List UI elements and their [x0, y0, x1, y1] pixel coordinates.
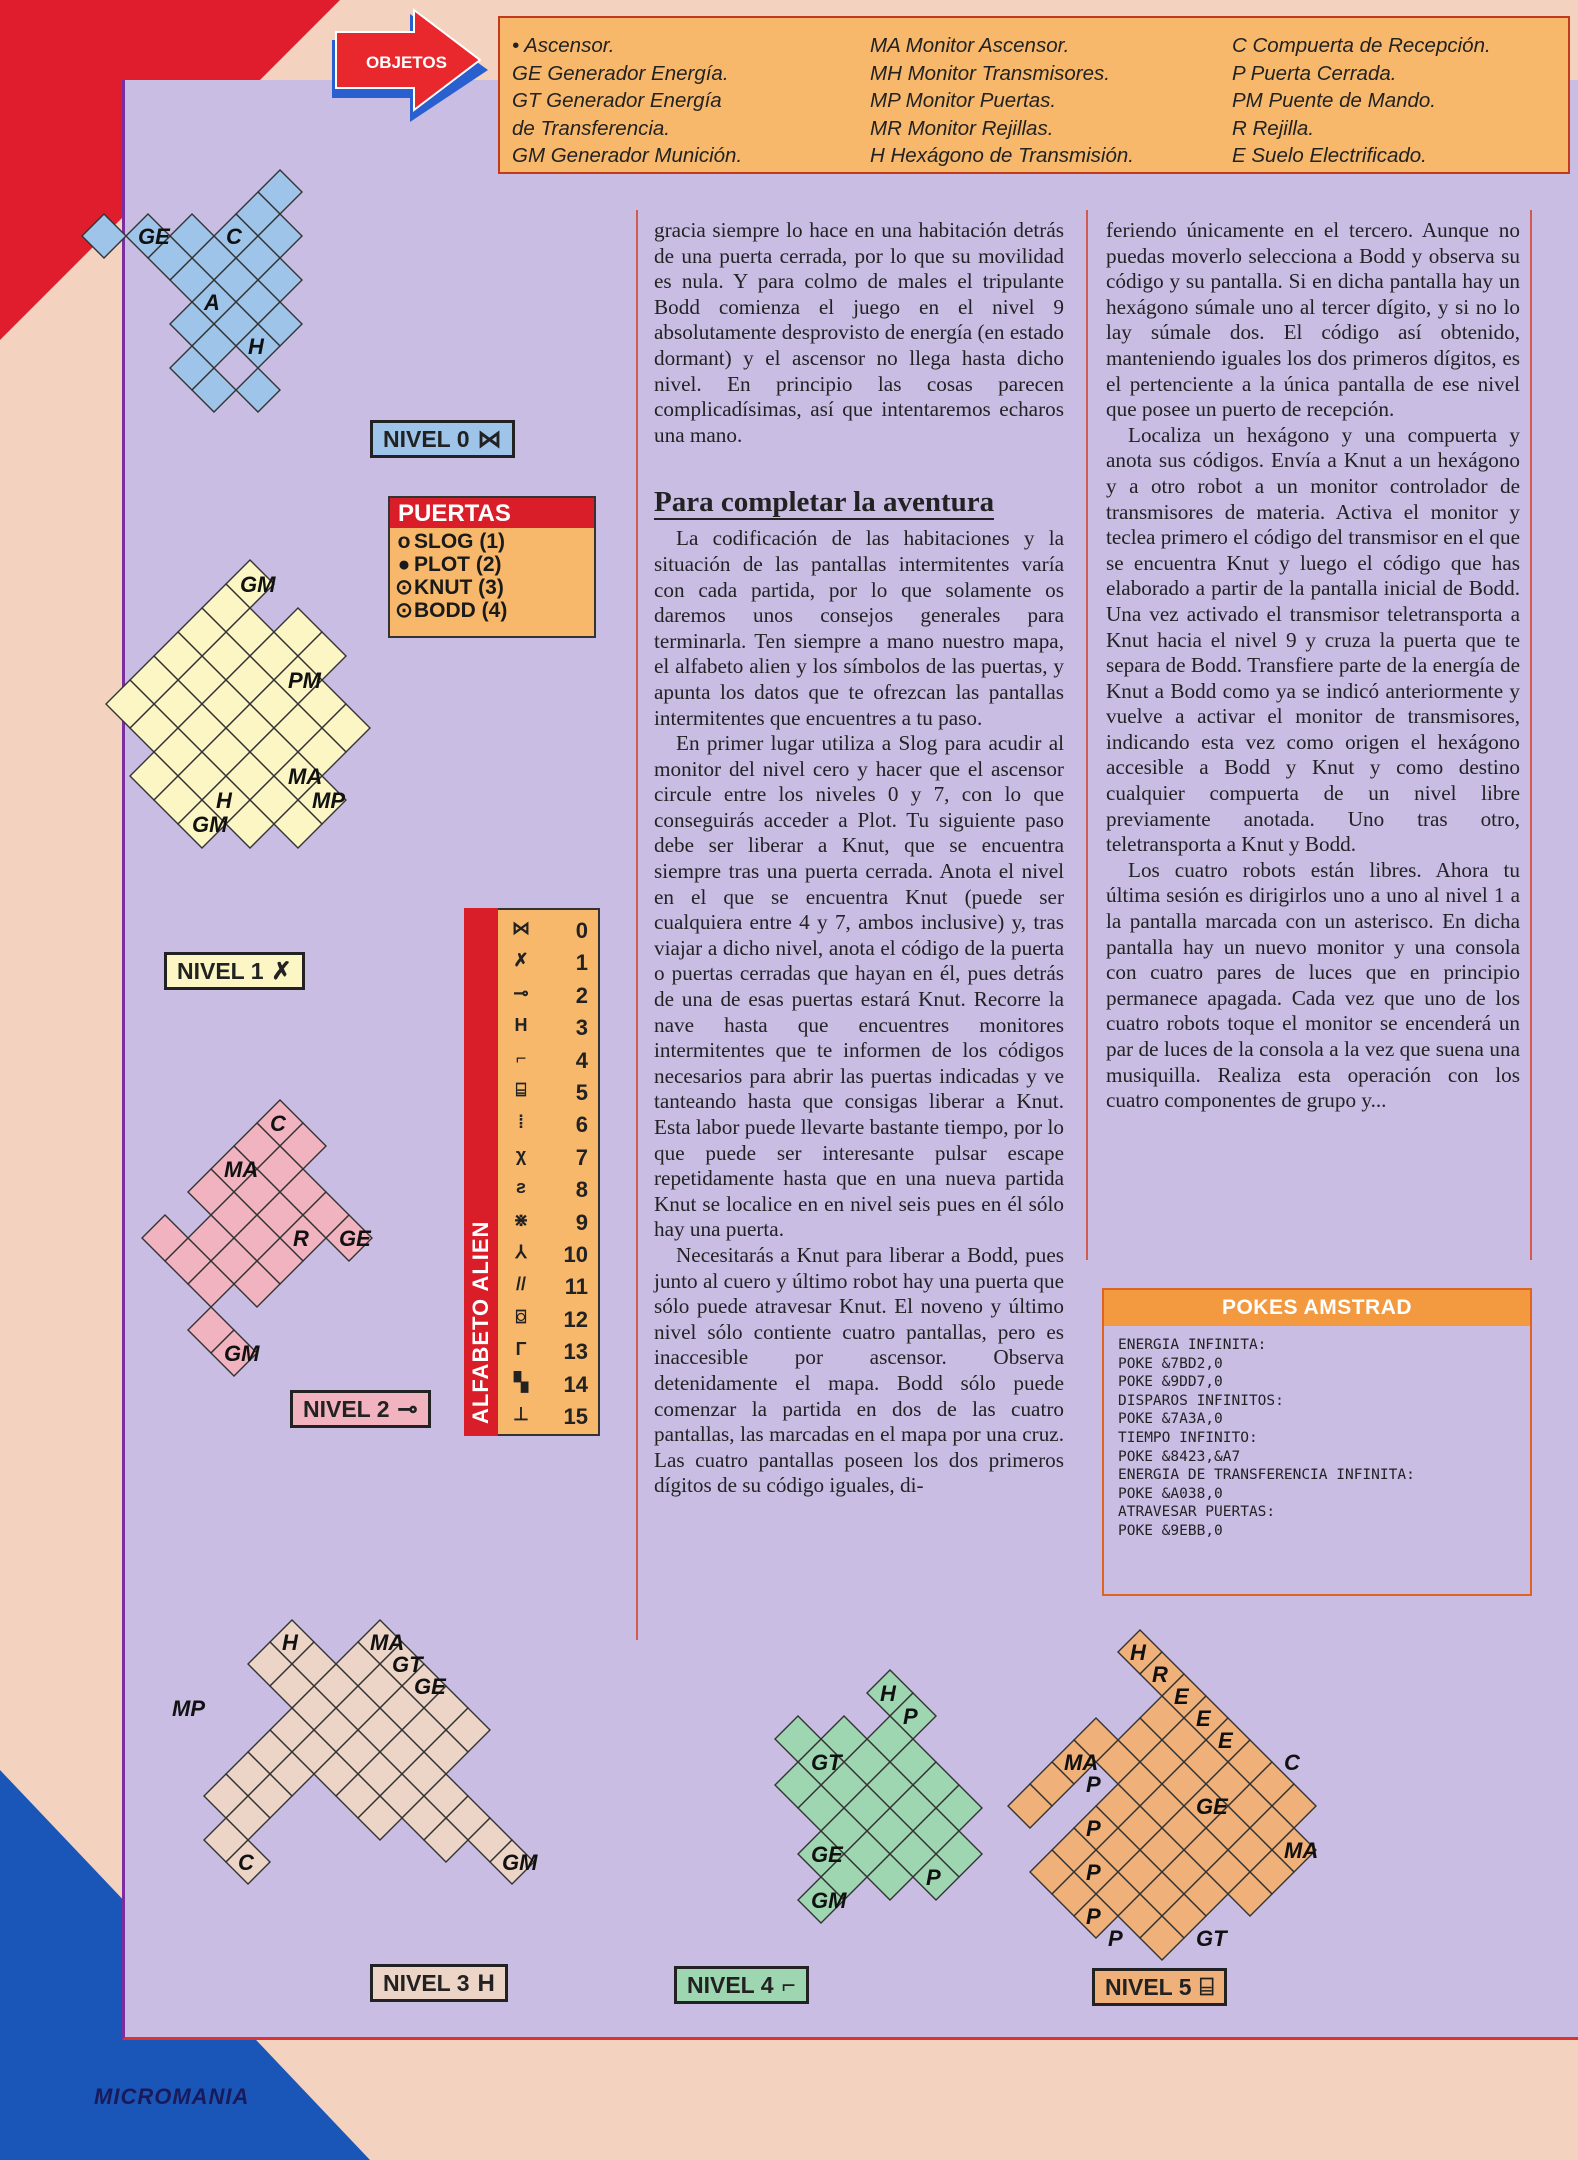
map-room-label: P: [1086, 1772, 1101, 1797]
alien-glyph-icon: Γ: [515, 1339, 527, 1360]
level-3-map: [130, 1600, 610, 1960]
alfabeto-row: [498, 1370, 598, 1402]
alien-glyph-icon: ⋈: [512, 918, 530, 938]
article-paragraph: En primer lugar utiliza a Slog para acudir al monitor del nivel cero y hacer que el ascensor circule entre los niveles 0 y 7, con lo que conseguirás acceder a Plot. Tu siguiente paso debe ser liberar a Knut, que se encuentra siempre tras una puerta cerrada. Anota el nivel en el que se encuentra Knut (puede ser cualquiera entre 4 y 7, ambos inclusive) y, tras viajar a dicho nivel, anota el código de la puerta o puertas cerradas que hayan en él, pues detrás de una de esas puertas estará Knut. Recorre la nave hasta que encuentres monitores intermitentes que te informen de los códigos necesarios para abrir las puertas indicadas y ve tanteando hasta que consigas liberar a Knut. Esta labor puede llevarte bastante tiempo, por lo que puede ser interesante pulsar escape repetidamente hasta que en una nueva partida Knut se localice en en nivel seis pues en él sólo hay una puerta.: [654, 731, 1064, 1242]
alien-glyph-icon: ⊸: [513, 982, 529, 1003]
pokes-title: POKES AMSTRAD: [1104, 1290, 1530, 1326]
alien-glyph-icon: ⋈: [477, 426, 502, 453]
article-column-2: [1106, 218, 1520, 1114]
map-room-label: C: [270, 1111, 286, 1136]
alien-glyph-value: 15: [563, 1404, 588, 1429]
alien-glyph-value: 10: [563, 1242, 588, 1267]
alfabeto-row: [498, 1175, 598, 1207]
map-room-label: MA: [1284, 1838, 1319, 1863]
map-room-label: P: [903, 1704, 918, 1729]
alien-glyph-value: 7: [575, 1144, 588, 1170]
article-column-1: [654, 218, 1064, 1499]
map-room-label: MA: [224, 1157, 259, 1182]
legend-col-3: C Compuerta de Recepción. P Puerta Cerrada. PM Puente de Mando. R Rejilla. E Suelo Electrificado.: [1232, 34, 1491, 167]
level-4-label: NIVEL 4 ⌐: [674, 1966, 809, 2004]
objetos-badge-label: OBJETOS: [366, 53, 447, 72]
map-room-label: MA: [1064, 1750, 1099, 1775]
level-0-map: [140, 130, 520, 450]
alien-glyph-icon: ▚: [514, 1371, 528, 1392]
column-rule-mid: [1086, 210, 1088, 1260]
map-room-label: A: [204, 290, 220, 315]
article-paragraph: Necesitarás a Knut para liberar a Bodd, pues junto al cuero y último robot hay una puerta que sólo puede atravesar Knut. El noveno y último nivel sólo contiente cuatro pantallas, pero es inaccesible por ascensor. Observa detenidamente el mapa. Bodd sólo puede comenzar la partida en dos de las cuatro pantallas, las marcadas en el mapa por una cruz. Las cuatro pantallas poseen los dos primeros dígitos de su código iguales, di-: [654, 1242, 1064, 1498]
map-room-label: GM: [502, 1850, 538, 1875]
map-room-label: P: [926, 1865, 941, 1890]
map-room-label: GE: [339, 1226, 371, 1251]
map-room-label: MA: [288, 764, 323, 789]
alien-glyph-icon: ⊥: [513, 1404, 529, 1424]
alfabeto-row: [498, 1402, 598, 1434]
puerta-item: o SLOG (1): [390, 530, 594, 553]
level-5-label: NIVEL 5 ⌸: [1092, 1968, 1227, 2006]
puertas-title: PUERTAS: [390, 498, 594, 528]
map-room-label: GE: [1196, 1794, 1228, 1819]
map-room-label: MA: [370, 1630, 405, 1655]
column-rule-right: [1530, 210, 1532, 1260]
map-room-label: GE: [811, 1842, 843, 1867]
column-rule-left: [636, 210, 638, 1640]
alien-glyph-icon: H: [514, 1015, 528, 1036]
alfabeto-row: [498, 1272, 598, 1304]
alien-glyph-value: 4: [575, 1047, 588, 1073]
alien-glyph-value: 6: [575, 1112, 588, 1138]
alfabeto-table: [498, 908, 600, 1436]
alfabeto-alien: [464, 908, 600, 1436]
article-heading: Para completar la aventura: [654, 486, 995, 519]
alien-glyph-value: 1: [575, 950, 588, 976]
level-3-label: NIVEL 3 H: [370, 1964, 508, 2002]
article-paragraph: Localiza un hexágono y una compuerta y anota sus códigos. Envía a Knut a un hexágono y a otro robot a un monitor controlador de transmisores de materia. Activa el monitor y teclea primero el código del transmisor en el que se encuentra Knut y luego el código que has elaborado a partir de la pantalla inicial de Bodd. Una vez activado el transmisor teletransporta a Knut hacia el nivel 9 y cruza la puerta que te separa de Bodd. Transfiere parte de la energía de Knut a Bodd como ya se indicó anteriormente y vuelve a activar el monitor de transmisores, indicando esta vez como origen el hexágono accesible a Bodd y Knut y como destino cualquier compuerta de un nivel libre previamente anotada. Uno tras otro, teletransporta a Knut y Bodd.: [1106, 422, 1520, 857]
map-room-label: P: [1108, 1926, 1123, 1951]
legend-col-1: • Ascensor. GE Generador Energía. GT Generador Energía de Transferencia. GM Generador Munición.: [512, 34, 743, 167]
article-paragraph: La codificación de las habitaciones y la situación de las pantallas intermitentes varía con cada partida, por lo que solamente os daremos unos consejos generales para terminarla. Ten siempre a mano nuestro mapa, el alfabeto alien y los símbolos de las puertas, y apunta los datos que te ofrezcan las pantallas intermitentes que encuentres a tu paso.: [654, 526, 1064, 730]
alien-glyph-icon: ⋇: [513, 1209, 529, 1230]
alien-glyph-value: 0: [575, 918, 588, 943]
alien-glyph-value: 9: [575, 1209, 588, 1235]
alfabeto-row: [498, 981, 598, 1013]
pokes-listing: ENERGIA INFINITA: POKE &7BD2,0 POKE &9DD7,0 DISPAROS INFINITOS: POKE &7A3A,0 TIEMPO INFINITO: POKE &8423,&A7 ENERGIA DE TRANSFERENCIA INFINITA: POKE &A038,0 ATRAVESAR PUERTAS: POKE &9EBB,0: [1118, 1337, 1415, 1539]
alien-glyph-icon: ✗: [271, 958, 292, 985]
level-1-map: [140, 520, 480, 960]
alfabeto-row: [498, 1208, 598, 1240]
door-symbol-icon: ⊙: [395, 576, 413, 599]
map-room-label: GT: [1196, 1926, 1227, 1951]
door-symbol-icon: o: [397, 530, 411, 553]
article-intro: gracia siempre lo hace en una habitación detrás de una puerta cerrada, por lo que su movilidad es nula. Y para colmo de males el tripulante Bodd comienza el juego en el nivel 9 absolutamente desprovisto de energía (en estado dormant) y el ascensor no llega hasta dicho nivel. En principio las cosas parecen complicadísimas, así que intentaremos echaros una mano.: [654, 218, 1064, 447]
map-room-label: H: [248, 334, 264, 359]
alien-glyph-value: 13: [563, 1339, 588, 1365]
level-2-label: NIVEL 2 ⊸: [290, 1390, 431, 1428]
map-room-label: GT: [392, 1652, 423, 1677]
alien-glyph-icon: ⊸: [397, 1396, 418, 1423]
puerta-item: ⊙ BODD (4): [395, 599, 508, 622]
pokes-box: [1102, 1288, 1532, 1596]
alien-glyph-icon: ⌸: [1199, 1974, 1214, 2001]
map-room-label: GM: [192, 812, 228, 837]
map-room-label: GM: [224, 1341, 260, 1366]
article-paragraph: feriendo únicamente en el tercero. Aunque no puedas moverlo selecciona a Bodd y observa su código y su pantalla. Si en dicha pantalla hay un hexágono súmale uno al tercer dígito, y si no lo lay súmale dos. El código así obtenido, manteniendo iguales los dos primeros dígitos, es el pertenciente a la única pantalla de ese nivel que posee un puerto de recepción.: [1106, 218, 1520, 422]
puerta-item: ⊙ KNUT (3): [395, 576, 504, 599]
door-symbol-icon: ⊙: [395, 599, 413, 622]
alien-glyph-icon: H: [477, 1970, 495, 1997]
alfabeto-title: ALFABETO ALIEN: [468, 1220, 493, 1424]
magazine-footer: MICROMANIA: [94, 2084, 250, 2109]
map-room-label: H: [216, 788, 232, 813]
article-paragraph: Los cuatro robots están libres. Ahora tu última sesión es dirigirlos uno a uno al nivel 1 a la pantalla marcada con un asterisco. En dicha pantalla hay un nuevo monitor y una consola con cuatro pares de luces que en principio permanece apagada. Cada vez que uno de los cuatro robots toque el monitor se encenderá un par de luces de la consola a la vez que suena una musiquilla. Realiza esta operación con los cuatro componentes de grupo y...: [1106, 857, 1520, 1113]
map-room-label: MP: [172, 1696, 205, 1721]
map-room-label: E: [1174, 1684, 1189, 1709]
alfabeto-row: [498, 1337, 598, 1369]
alien-glyph-value: 3: [575, 1015, 588, 1041]
alien-glyph-icon: ƨ: [515, 1177, 526, 1198]
alfabeto-row: [498, 1110, 598, 1142]
alien-glyph-icon: ⌐: [781, 1972, 796, 1999]
objetos-badge: [330, 10, 490, 120]
alfabeto-row: [498, 1013, 598, 1045]
level-1-label: NIVEL 1 ✗: [164, 952, 305, 990]
level-0-label: NIVEL 0 ⋈: [370, 420, 515, 458]
puerta-item: ● PLOT (2): [390, 553, 594, 576]
map-room-label: GM: [811, 1888, 847, 1913]
map-room-label: GM: [240, 572, 276, 597]
map-room-label: PM: [288, 668, 321, 693]
map-room: [236, 368, 280, 412]
map-room-label: H: [1130, 1640, 1146, 1665]
map-room-label: GE: [414, 1674, 446, 1699]
map-room-label: C: [1284, 1750, 1300, 1775]
alien-glyph-icon: ⌼: [515, 1306, 527, 1327]
alfabeto-row: [498, 1046, 598, 1078]
alfabeto-row: [498, 1078, 598, 1110]
alien-glyph-value: 8: [575, 1177, 588, 1203]
legend-col-2: MA Monitor Ascensor. MH Monitor Transmisores. MP Monitor Puertas. MR Monitor Rejillas. H Hexágono de Transmisión.: [870, 34, 1134, 167]
map-room-label: C: [226, 224, 242, 249]
alien-glyph-value: 14: [563, 1371, 588, 1397]
map-room-label: H: [880, 1681, 896, 1706]
map-room-label: E: [1218, 1728, 1233, 1753]
objetos-legend: [498, 16, 1570, 174]
alien-glyph-icon: ✗: [513, 950, 529, 971]
map-room-label: MP: [312, 788, 345, 813]
map-room-label: GT: [811, 1750, 842, 1775]
alien-glyph-value: 2: [575, 982, 588, 1008]
level-4-map: [740, 1660, 1100, 1990]
map-room-label: R: [293, 1226, 309, 1251]
map-room-label: C: [238, 1850, 254, 1875]
alfabeto-row: [498, 948, 598, 980]
map-room-label: H: [282, 1630, 298, 1655]
map-room-label: GE: [138, 224, 170, 249]
alien-glyph-value: 11: [564, 1274, 588, 1300]
alien-glyph-icon: χ: [515, 1144, 527, 1165]
map-room-label: P: [1086, 1904, 1101, 1929]
alien-glyph-value: 5: [575, 1080, 588, 1105]
alien-glyph-icon: ⌸: [515, 1080, 527, 1100]
map-room-label: E: [1196, 1706, 1211, 1731]
door-symbol-icon: ●: [397, 553, 411, 576]
alien-glyph-value: 12: [563, 1306, 588, 1332]
alien-glyph-icon: ⌐: [515, 1047, 527, 1068]
alien-glyph-icon: ⁞: [518, 1112, 524, 1133]
level-2-map: [130, 1080, 460, 1490]
map-room-label: R: [1152, 1662, 1168, 1687]
alfabeto-row: [498, 1240, 598, 1272]
alien-glyph-icon: //: [515, 1274, 526, 1295]
alien-glyph-icon: ⅄: [515, 1242, 527, 1262]
map-room-label: P: [1086, 1816, 1101, 1841]
alfabeto-row: [498, 916, 598, 948]
alfabeto-row: [498, 1305, 598, 1337]
alfabeto-row: [498, 1143, 598, 1175]
map-room-label: P: [1086, 1860, 1101, 1885]
